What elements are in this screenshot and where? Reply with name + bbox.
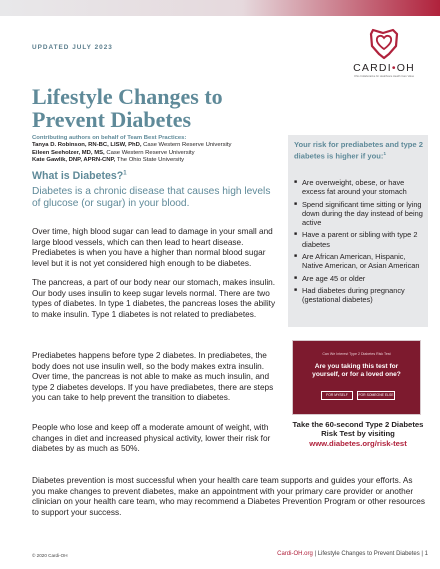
risk-test-link[interactable]: www.diabetes.org/risk-test [309, 438, 407, 448]
body-paragraph: People who lose and keep off a moderate amount of weight, with changes in diet and increased physical activity, lower their risk for diabetes by as much as 50%. [32, 423, 271, 454]
sidebar-title: Your risk for prediabetes and type 2 diabetes is higher if you:$^1$ [294, 140, 423, 161]
contributor: Tanya D. Robinson, RN-BC, LISW, PhD, Case Western Reserve University [32, 142, 232, 149]
cardi-oh-logo [352, 26, 416, 96]
copyright: © 2020 Cardi-OH [32, 553, 68, 558]
body-paragraph: Prediabetes happens before type 2 diabetes. In prediabetes, the body does not use insulin well, so the body makes extra insulin. Over time, the pancreas is not able to make as much insulin, and type 2 diabetes develops. If you have prediabetes, there are steps you can take to help prevent the transition to diabetes. [32, 351, 274, 403]
contributors [32, 135, 277, 165]
logo-subtitle: Ohio Collaborative for Healthcare Health Care Value [353, 75, 415, 78]
site-link[interactable]: Cardi-OH.org [277, 551, 313, 557]
risk-sidebar [288, 135, 428, 327]
section-heading: What is Diabetes?$^1$ [32, 170, 127, 182]
page-title: Lifestyle Changes to Prevent Diabetes [32, 84, 223, 132]
body-paragraph: Over time, high blood sugar can lead to damage in your small and large blood vessels, which can then lead to heart disease. Prediabetes is when you have a higher than normal blood sugar level but it is not yet considered high enough to be diabetes. [32, 227, 273, 268]
body-paragraph: The pancreas, a part of our body near our stomach, makes insulin. Our body uses insulin to keep sugar levels normal. There are two types of diabetes. In type 1 diabetes, the pancreas loses the ability to make insulin. Type 1 diabetes is not related to prediabetes. [32, 278, 276, 319]
updated-date: UPDATED JULY 2023 [32, 44, 113, 51]
closing-paragraph: Diabetes prevention is most successful when your health care team supports and guides your efforts. As you make changes to prevent diabetes, make an appointment with your primary care provider or another clinician on your health care team, who may recommend a Diabetes Prevention Program or other resources to support your success. [32, 476, 425, 517]
contributor: Eileen Seeholzer, MD, MS, Case Western Reserve University [32, 149, 195, 156]
for-myself-button[interactable]: FOR MYSELF [321, 391, 353, 400]
list-item: ■ Are age 45 or older [294, 274, 426, 283]
footer-info: Cardi-OH.org | Lifestyle Changes to Prevent Diabetes | 1 [277, 551, 428, 557]
risk-test-promo: Take the 60-second Type 2 Diabetes Risk Test by visiting www.diabetes.org/risk-test [292, 420, 424, 448]
ohio-heart-icon [367, 26, 401, 60]
risk-test-ad-image[interactable] [292, 340, 421, 415]
top-color-bar [0, 0, 440, 16]
list-item: ■ Spend significant time sitting or lying down during the day instead of being active [294, 200, 426, 228]
list-item: ■ Had diabetes during pregnancy (gestational diabetes) [294, 286, 426, 305]
list-item: ■ Have a parent or sibling with type 2 diabetes [294, 230, 426, 249]
for-someone-else-button[interactable]: FOR SOMEONE ELSE [357, 391, 395, 400]
list-item: ■ Are overweight, obese, or have excess fat around your stomach [294, 178, 426, 197]
logo-name: CARDI•OH [353, 62, 415, 74]
intro-text: Diabetes is a chronic disease that causes high levels of glucose (or sugar) in your blood. [32, 186, 271, 210]
list-item: ■ Are African American, Hispanic, Native American, or Asian American [294, 252, 426, 271]
risk-list [294, 178, 426, 308]
contributor: Kate Gawlik, DNP, APRN-CNP, The Ohio State University [32, 157, 185, 164]
ad-question: Are you taking this test for yourself, or for a loved one? [312, 363, 401, 378]
contributors-lead: Contributing authors on behalf of Team Best Practices: [32, 135, 187, 141]
ad-top-text: Can We Interest Type 2 Diabetes Risk Test [322, 352, 391, 356]
